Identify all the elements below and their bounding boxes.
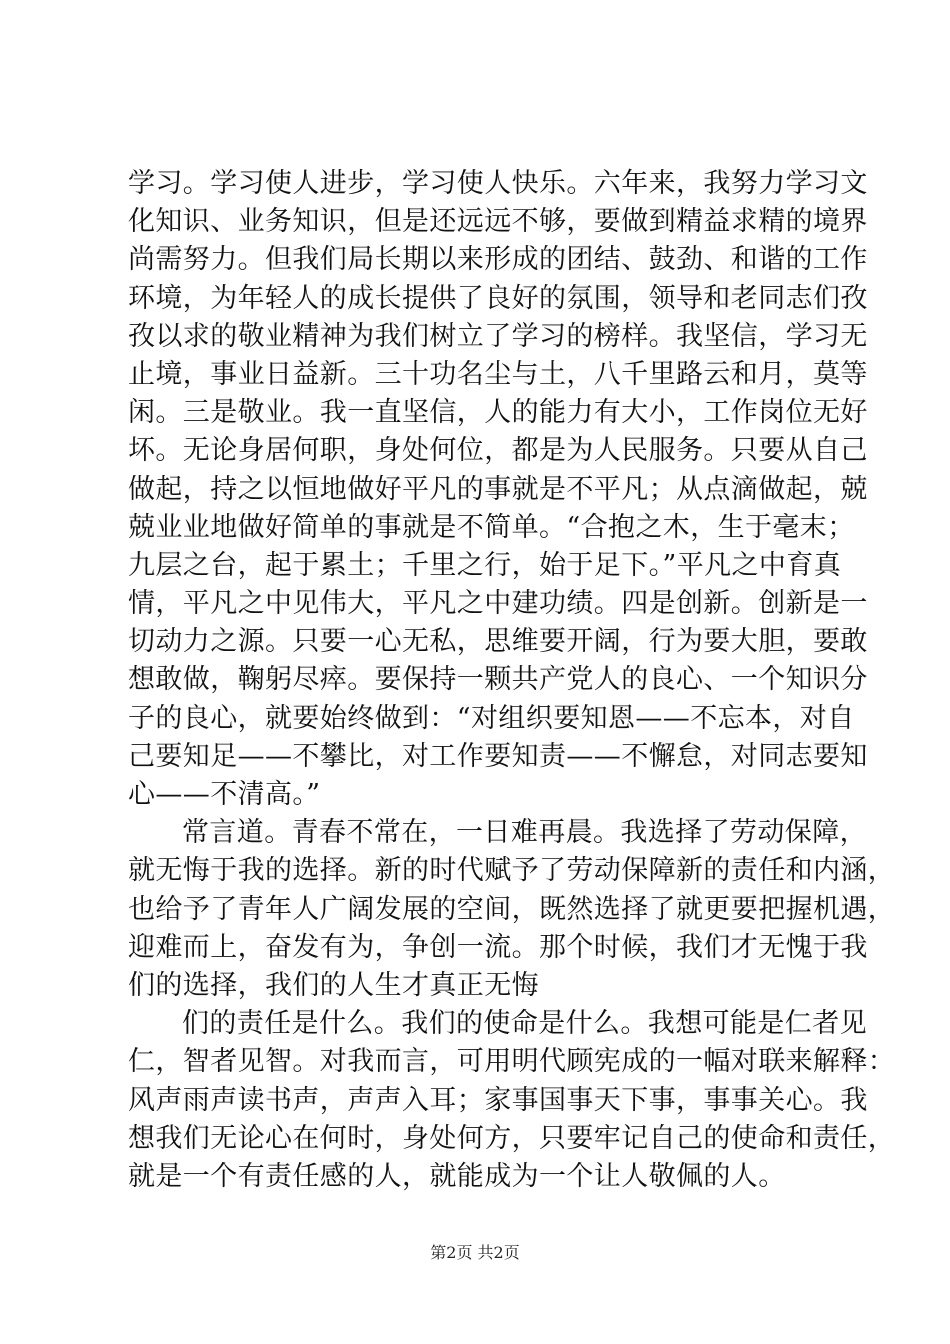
text-line: 止境，事业日益新。三十功名尘与土，八千里路云和月，莫等 bbox=[128, 358, 868, 390]
text-line: 心——不清高。” bbox=[128, 779, 321, 810]
text-line: 也给予了青年人广阔发展的空间，既然选择了就更要把握机遇， bbox=[128, 893, 896, 925]
text-line: 迎难而上，奋发有为，争创一流。那个时候，我们才无愧于我 bbox=[128, 931, 868, 963]
text-line: 九层之台，起于累土；千里之行，始于足下。”平凡之中育真 bbox=[128, 549, 842, 581]
text-line: 学习。学习使人进步，学习使人快乐。六年来，我努力学习文 bbox=[128, 168, 868, 199]
text-line: 切动力之源。只要一心无私，思维要开阔，行为要大胆，要敢 bbox=[128, 626, 868, 658]
text-line: 做起，持之以恒地做好平凡的事就是不平凡；从点滴做起，兢 bbox=[128, 473, 868, 505]
text-line: 尚需努力。但我们局长期以来形成的团结、鼓劲、和谐的工作 bbox=[128, 244, 868, 276]
text-line: 兢业业地做好简单的事就是不简单。“合抱之木，生于毫末； bbox=[128, 511, 855, 543]
text-line: 风声雨声读书声，声声入耳；家事国事天下事，事事关心。我 bbox=[128, 1084, 868, 1116]
text-line: 就是一个有责任感的人，就能成为一个让人敬佩的人。 bbox=[128, 1160, 786, 1192]
text-line: 就无悔于我的选择。新的时代赋予了劳动保障新的责任和内涵， bbox=[128, 855, 896, 887]
text-line: 闲。三是敬业。我一直坚信，人的能力有大小，工作岗位无好 bbox=[128, 397, 868, 429]
body-text bbox=[128, 165, 896, 1196]
text-line: 子的良心，就要始终做到：“对组织要知恩——不忘本，对自 bbox=[128, 702, 855, 734]
text-line: 己要知足——不攀比，对工作要知责——不懈怠，对同志要知 bbox=[128, 740, 868, 772]
text-line: 化知识、业务知识，但是还远远不够，要做到精益求精的境界 bbox=[128, 206, 868, 238]
page-number-footer: 第2页 共2页 bbox=[430, 1243, 520, 1262]
text-line: 坏。无论身居何职，身处何位，都是为人民服务。只要从自己 bbox=[128, 435, 868, 467]
text-line: 想我们无论心在何时，身处何方，只要牢记自己的使命和责任， bbox=[128, 1122, 896, 1154]
text-line: 情，平凡之中见伟大，平凡之中建功绩。四是创新。创新是一 bbox=[128, 588, 868, 620]
paragraph-first-line: 常言道。青春不常在，一日难再晨。我选择了劳动保障， bbox=[182, 817, 867, 849]
text-line: 们的选择，我们的人生才真正无悔 bbox=[128, 969, 539, 1001]
text-line: 仁，智者见智。对我而言，可用明代顾宪成的一幅对联来解释： bbox=[128, 1046, 896, 1078]
text-line: 孜以求的敬业精神为我们树立了学习的榜样。我坚信，学习无 bbox=[128, 320, 868, 352]
text-line: 环境，为年轻人的成长提供了良好的氛围，领导和老同志们孜 bbox=[128, 282, 868, 314]
paragraph-first-line: 们的责任是什么。我们的使命是什么。我想可能是仁者见 bbox=[182, 1008, 867, 1040]
text-line: 想敢做，鞠躬尽瘁。要保持一颗共产党人的良心、一个知识分 bbox=[128, 664, 868, 696]
